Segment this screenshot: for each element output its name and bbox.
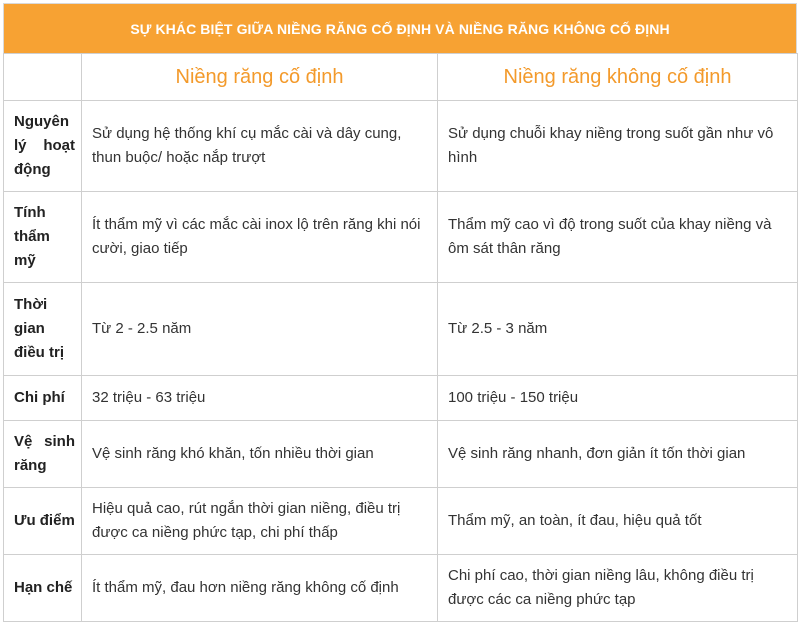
table-title: SỰ KHÁC BIỆT GIỮA NIỀNG RĂNG CỐ ĐỊNH VÀ NIỀNG RĂNG KHÔNG CỐ ĐỊNH xyxy=(3,3,797,53)
header-row xyxy=(4,54,798,101)
comparison-table xyxy=(3,53,798,622)
removable-cell: Thẩm mỹ, an toàn, ít đau, hiệu quả tốt xyxy=(438,488,798,555)
header-removable-aligners: Niềng răng không cố định xyxy=(438,54,798,101)
table-row xyxy=(4,488,798,555)
fixed-cell: 32 triệu - 63 triệu xyxy=(82,376,438,421)
row-label: Chi phí xyxy=(4,376,82,421)
removable-cell: Từ 2.5 - 3 năm xyxy=(438,283,798,376)
fixed-cell: Hiệu quả cao, rút ngắn thời gian niềng, điều trị được ca niềng phức tạp, chi phí thấp xyxy=(82,488,438,555)
table-row xyxy=(4,421,798,488)
row-label: Ưu điểm xyxy=(4,488,82,555)
fixed-cell: Vệ sinh răng khó khăn, tốn nhiều thời gian xyxy=(82,421,438,488)
table-row xyxy=(4,555,798,622)
table-row xyxy=(4,376,798,421)
fixed-cell: Từ 2 - 2.5 năm xyxy=(82,283,438,376)
fixed-cell: Ít thẩm mỹ vì các mắc cài inox lộ trên răng khi nói cười, giao tiếp xyxy=(82,192,438,283)
removable-cell: Vệ sinh răng nhanh, đơn giản ít tốn thời gian xyxy=(438,421,798,488)
removable-cell: Thẩm mỹ cao vì độ trong suốt của khay niềng và ôm sát thân răng xyxy=(438,192,798,283)
header-fixed-braces: Niềng răng cố định xyxy=(82,54,438,101)
fixed-cell: Ít thẩm mỹ, đau hơn niềng răng không cố định xyxy=(82,555,438,622)
header-corner xyxy=(4,54,82,101)
row-label: Nguyên lý hoạt động xyxy=(4,101,82,192)
fixed-cell: Sử dụng hệ thống khí cụ mắc cài và dây cung, thun buộc/ hoặc nắp trượt xyxy=(82,101,438,192)
row-label: Vệ sinh răng xyxy=(4,421,82,488)
comparison-table-container xyxy=(3,3,797,622)
table-row xyxy=(4,101,798,192)
table-row xyxy=(4,192,798,283)
row-label: Tính thẩm mỹ xyxy=(4,192,82,283)
removable-cell: Sử dụng chuỗi khay niềng trong suốt gần như vô hình xyxy=(438,101,798,192)
row-label: Thời gian điều trị xyxy=(4,283,82,376)
table-row xyxy=(4,283,798,376)
row-label: Hạn chế xyxy=(4,555,82,622)
removable-cell: 100 triệu - 150 triệu xyxy=(438,376,798,421)
removable-cell: Chi phí cao, thời gian niềng lâu, không điều trị được các ca niềng phức tạp xyxy=(438,555,798,622)
